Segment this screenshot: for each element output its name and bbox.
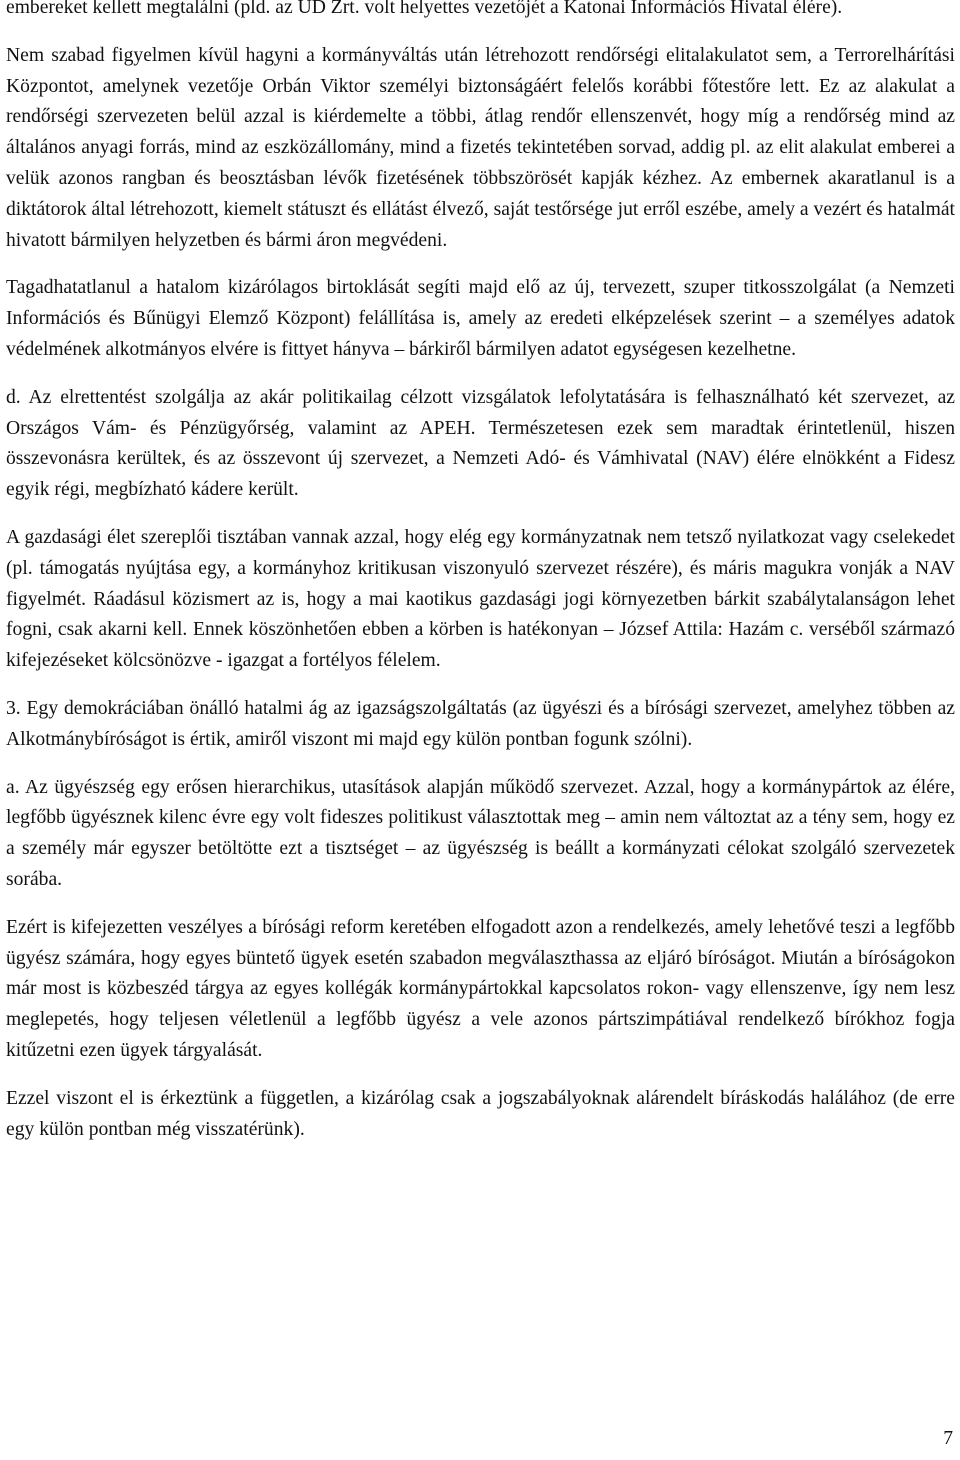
paragraph-2: Nem szabad figyelmen kívül hagyni a kormányváltás után létrehozott rendőrségi elitalakulatot sem, a Terrorelhárítási Központot, amelynek vezetője Orbán Viktor személyi biztonságáért felelős korábbi főtestőre lett. Ez az alakulat a rendőrségi szervezeten belül azzal is kiérdemelte a többi, átlag rendőr ellenszenvét, hogy míg a rendőrség mind az általános anyagi forrás, mind az eszközállomány, mind a fizetés tekintetében sorvad, addig pl. az elit alakulat emberei a velük azonos rangban és beosztásban lévők fizetésének többszörösét kapják kézhez. Az embernek akaratlanul is a diktátorok által létrehozott, kiemelt státuszt és ellátást élvező, saját testőrsége jut erről eszébe, amely a vezért és hatalmát hivatott bármilyen helyzetben és bármi áron megvédeni.: [6, 44, 955, 251]
page-number: 7: [943, 1428, 953, 1449]
paragraph-1: embereket kellett megtalálni (pld. az UD Zrt. volt helyettes vezetőjét a Katonai Információs Hivatal élére).: [6, 0, 843, 18]
paragraph-4: d. Az elrettentést szolgálja az akár politikailag célzott vizsgálatok lefolytatására is felhasználható két szervezet, az Országos Vám- és Pénzügyőrség, valamint az APEH. Természetesen ezek sem maradtak érintetlenül, hiszen összevonásra kerültek, és az összevont új szervezet, a Nemzeti Adó- és Vámhivatal (NAV) élére elnökként a Fidesz egyik régi, megbízható kádere került.: [6, 386, 955, 501]
paragraph-9: Ezzel viszont el is érkeztünk a független, a kizárólag csak a jogszabályoknak alárendelt bíráskodás halálához (de erre egy külön pontban még visszatérünk).: [6, 1087, 955, 1140]
paragraph-7: a. Az ügyészség egy erősen hierarchikus, utasítások alapján működő szervezet. Azzal, hogy a kormánypártok az élére, legfőbb ügyésznek kilenc évre egy volt fideszes politikust választottak meg – amin nem változtat az a tény sem, hogy ez a személy már egyszer betöltötte ezt a tisztséget – az ügyészség is beállt a kormányzati célokat szolgáló szervezetek sorába.: [6, 776, 955, 890]
paragraph-5: A gazdasági élet szereplői tisztában vannak azzal, hogy elég egy kormányzatnak nem tetsző nyilatkozat vagy cselekedet (pl. támogatás nyújtása egy, a kormányhoz kritikusan viszonyuló szervezet részére), és máris magukra vonják a NAV figyelmét. Ráadásul közismert az is, hogy a mai kaotikus gazdasági jogi környezetben bárkit szabálytalanságon lehet fogni, csak akarni kell. Ennek köszönhetően ebben a körben is hatékonyan – József Attila: Hazám c. verséből származó kifejezéseket kölcsönözve - igazgat a fortélyos félelem.: [6, 526, 955, 672]
paragraph-3: Tagadhatatlanul a hatalom kizárólagos birtoklását segíti majd elő az új, tervezett, szuper titkosszolgálat (a Nemzeti Információs és Bűnügyi Elemző Központ) felállítása is, amely az eredeti elképzelések szerint – a személyes adatok védelmének alkotmányos elvére is fittyet hányva – bárkiről bármilyen adatot egységesen kezelhetne.: [6, 277, 955, 360]
document-body: [6, 0, 955, 1162]
paragraph-6: 3. Egy demokráciában önálló hatalmi ág az igazságszolgáltatás (az ügyészi és a bírósági szervezet, amelyhez többen az Alkotmánybíróságot is értik, amiről viszont mi majd egy külön pontban fogunk szólni).: [6, 697, 955, 750]
paragraph-8: Ezért is kifejezetten veszélyes a bírósági reform keretében elfogadott azon a rendelkezés, amely lehetővé teszi a legfőbb ügyész számára, hogy egyes büntető ügyek esetén szabadon megválaszthassa az eljáró bíróságot. Miután a bíróságokon már most is közbeszéd tárgya az egyes kollégák kormánypártokkal kapcsolatos rokon- vagy ellenszenve, így nem lesz meglepetés, hogy teljesen véletlenül a legfőbb ügyész a vele azonos pártszimpátiával rendelkező bírókhoz fogja kitűzetni ezen ügyek tárgyalását.: [6, 916, 955, 1061]
